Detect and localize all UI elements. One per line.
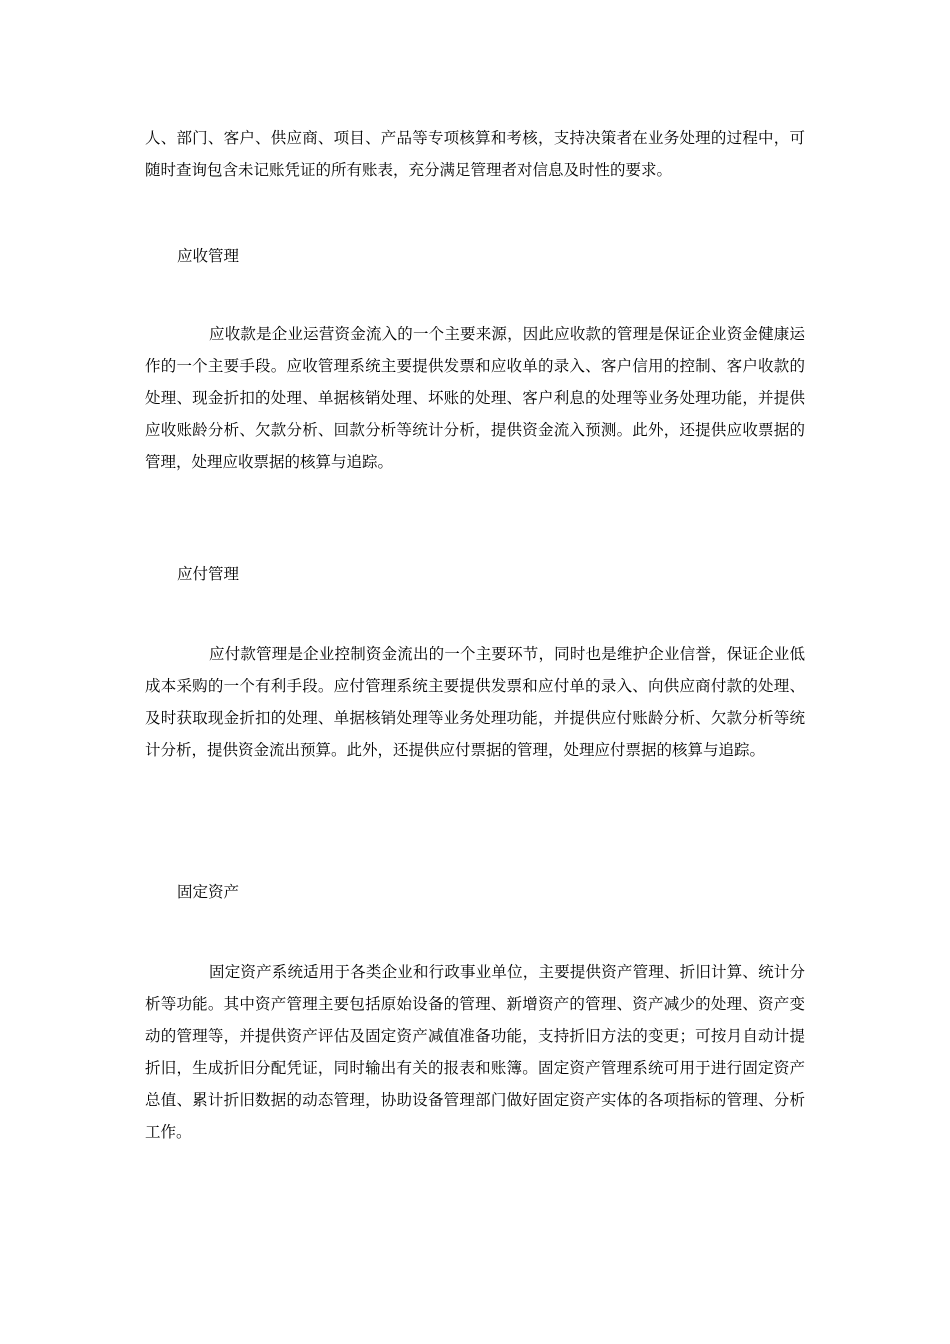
heading-payable: 应付管理 bbox=[177, 565, 240, 583]
receivable-paragraph: 应收款是企业运营资金流入的一个主要来源，因此应收款的管理是保证企业资金健康运作的一个主要手段。应收管理系统主要提供发票和应收单的录入、客户信用的控制、客户收款的处理、现金折扣的处理、单据核销处理、坏账的处理、客户利息的处理等业务处理功能，并提供应收账龄分析、欠款分析、回款分析等统计分析，提供资金流入预测。此外，还提供应收票据的管理，处理应收票据的核算与追踪。 bbox=[145, 325, 805, 471]
intro-paragraph: 人、部门、客户、供应商、项目、产品等专项核算和考核，支持决策者在业务处理的过程中，可随时查询包含未记账凭证的所有账表，充分满足管理者对信息及时性的要求。 bbox=[145, 129, 805, 179]
fixed-assets-paragraph: 固定资产系统适用于各类企业和行政事业单位，主要提供资产管理、折旧计算、统计分析等功能。其中资产管理主要包括原始设备的管理、新增资产的管理、资产减少的处理、资产变动的管理等，并提供资产评估及固定资产减值准备功能，支持折旧方法的变更；可按月自动计提折旧，生成折旧分配凭证，同时输出有关的报表和账簿。固定资产管理系统可用于进行固定资产总值、累计折旧数据的动态管理，协助设备管理部门做好固定资产实体的各项指标的管理、分析工作。 bbox=[145, 963, 805, 1141]
heading-fixed-assets: 固定资产 bbox=[177, 883, 240, 901]
payable-paragraph: 应付款管理是企业控制资金流出的一个主要环节，同时也是维护企业信誉，保证企业低成本采购的一个有利手段。应付管理系统主要提供发票和应付单的录入、向供应商付款的处理、及时获取现金折扣的处理、单据核销处理等业务处理功能，并提供应付账龄分析、欠款分析等统计分析，提供资金流出预算。此外，还提供应付票据的管理，处理应付票据的核算与追踪。 bbox=[145, 645, 805, 759]
heading-receivable: 应收管理 bbox=[177, 247, 240, 265]
